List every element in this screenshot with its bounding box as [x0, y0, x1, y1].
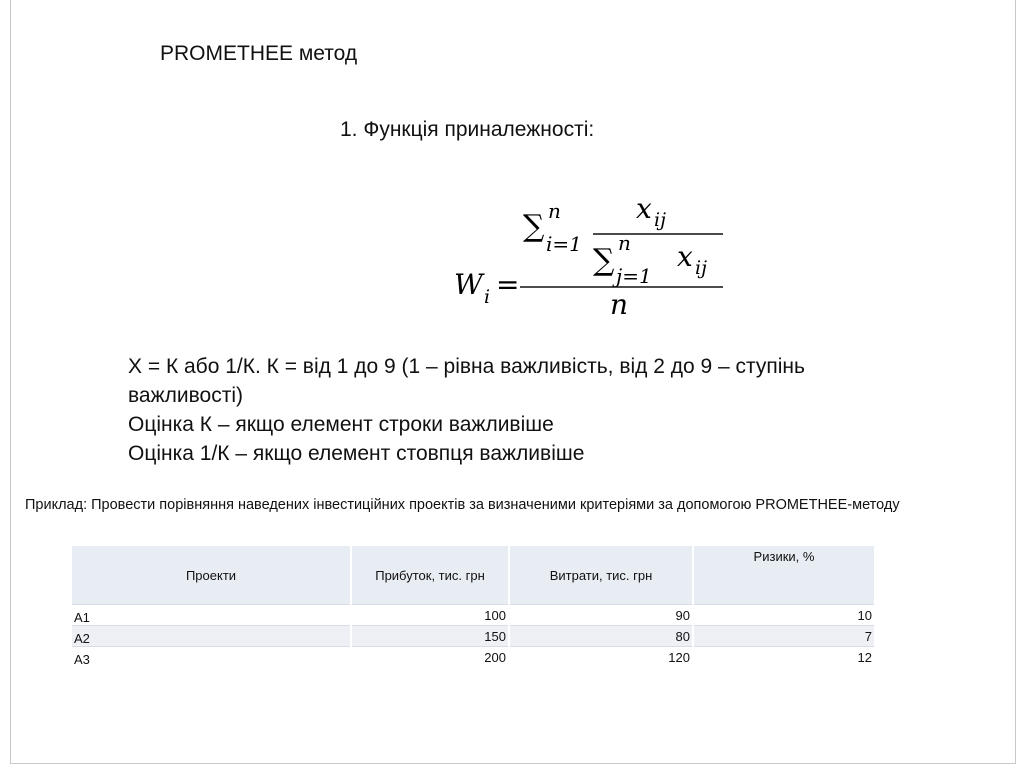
header-risk: Ризики, %	[694, 546, 874, 604]
description-line: X = К або 1/К. К = від 1 до 9 (1 – рівна важливість, від 2 до 9 – ступінь	[128, 355, 805, 378]
denominator: n	[610, 288, 629, 321]
outer-sum-sub: i=1	[546, 232, 582, 256]
table-row	[72, 625, 874, 646]
inner-var: x	[677, 240, 693, 273]
numerator-sub: ij	[654, 209, 666, 231]
project-name: А2	[72, 625, 350, 646]
risk-value: 12	[694, 646, 874, 667]
costs-value: 80	[510, 625, 692, 646]
project-name: А3	[72, 646, 350, 667]
risk-value: 10	[694, 604, 874, 625]
slide-title: PROMETHEE метод	[160, 42, 358, 65]
description-line: важливості)	[128, 384, 244, 407]
profit-value: 150	[352, 625, 508, 646]
header-profit: Прибуток, тис. грн	[352, 546, 508, 604]
description-line: Оцінка 1/К – якщо елемент стовпця важливіше	[128, 442, 585, 465]
inner-sum-sup: n	[618, 231, 631, 255]
profit-value: 200	[352, 646, 508, 667]
table-row	[72, 646, 874, 667]
description-line: Оцінка К – якщо елемент строки важливіше	[128, 413, 554, 436]
formula-svg	[450, 188, 740, 320]
description-block	[128, 352, 908, 468]
example-text: Приклад: Провести порівняння наведених інвестиційних проектів за визначеними критеріями за допомогою PROMETHEE-методу	[25, 497, 900, 513]
equals-sign: =	[496, 268, 520, 301]
costs-value: 90	[510, 604, 692, 625]
inner-sum-sub: j=1	[616, 264, 652, 288]
membership-formula	[450, 188, 740, 320]
projects-table	[70, 546, 876, 667]
numerator-var: x	[636, 192, 652, 225]
costs-value: 120	[510, 646, 692, 667]
lhs-var: W	[454, 268, 483, 301]
slide-subtitle: 1. Функція приналежності:	[340, 118, 595, 141]
inner-var-sub: ij	[695, 257, 707, 279]
outer-sum-symbol: ∑	[523, 209, 545, 244]
outer-sum-sup: n	[548, 199, 561, 223]
profit-value: 100	[352, 604, 508, 625]
risk-value: 7	[694, 625, 874, 646]
project-name: А1	[72, 604, 350, 625]
table-row	[72, 604, 874, 625]
inner-sum-symbol: ∑	[593, 243, 615, 278]
header-projects: Проекти	[72, 546, 350, 604]
lhs-sub: i	[484, 286, 491, 308]
header-costs: Витрати, тис. грн	[510, 546, 692, 604]
table-header-row	[72, 546, 874, 604]
